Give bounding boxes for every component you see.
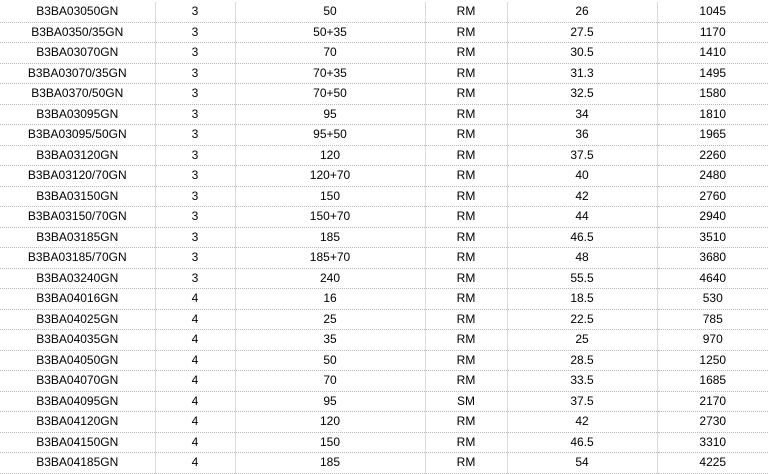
core-count-cell: 3 <box>155 227 235 248</box>
table-row <box>0 268 768 289</box>
part-number-cell: B3BA03240GN <box>0 268 155 289</box>
cross-section-cell: 70 <box>235 371 425 392</box>
table-row <box>0 125 768 146</box>
table-row <box>0 453 768 474</box>
table-row <box>0 412 768 433</box>
conductor-type-cell: RM <box>425 453 507 474</box>
core-count-cell: 3 <box>155 43 235 64</box>
outer-diameter-cell: 22.5 <box>507 309 657 330</box>
table-row <box>0 186 768 207</box>
cross-section-cell: 95 <box>235 104 425 125</box>
weight-cell: 2260 <box>657 145 768 166</box>
outer-diameter-cell: 42 <box>507 186 657 207</box>
core-count-cell: 3 <box>155 125 235 146</box>
table-body <box>0 2 768 473</box>
part-number-cell: B3BA03095/50GN <box>0 125 155 146</box>
core-count-cell: 4 <box>155 289 235 310</box>
weight-cell: 1580 <box>657 84 768 105</box>
part-number-cell: B3BA04035GN <box>0 330 155 351</box>
conductor-type-cell: RM <box>425 104 507 125</box>
table-row <box>0 63 768 84</box>
part-number-cell: B3BA04050GN <box>0 350 155 371</box>
conductor-type-cell: RM <box>425 432 507 453</box>
part-number-cell: B3BA0350/35GN <box>0 22 155 43</box>
cross-section-cell: 25 <box>235 309 425 330</box>
conductor-type-cell: RM <box>425 371 507 392</box>
conductor-type-cell: RM <box>425 227 507 248</box>
weight-cell: 3680 <box>657 248 768 269</box>
outer-diameter-cell: 28.5 <box>507 350 657 371</box>
outer-diameter-cell: 25 <box>507 330 657 351</box>
conductor-type-cell: RM <box>425 2 507 22</box>
outer-diameter-cell: 37.5 <box>507 145 657 166</box>
part-number-cell: B3BA03095GN <box>0 104 155 125</box>
conductor-type-cell: RM <box>425 22 507 43</box>
core-count-cell: 4 <box>155 412 235 433</box>
outer-diameter-cell: 32.5 <box>507 84 657 105</box>
weight-cell: 2480 <box>657 166 768 187</box>
core-count-cell: 3 <box>155 2 235 22</box>
outer-diameter-cell: 26 <box>507 2 657 22</box>
conductor-type-cell: RM <box>425 207 507 228</box>
cross-section-cell: 185+70 <box>235 248 425 269</box>
cross-section-cell: 70+35 <box>235 63 425 84</box>
outer-diameter-cell: 54 <box>507 453 657 474</box>
part-number-cell: B3BA04070GN <box>0 371 155 392</box>
cross-section-cell: 16 <box>235 289 425 310</box>
weight-cell: 4225 <box>657 453 768 474</box>
table-row <box>0 22 768 43</box>
part-number-cell: B3BA04185GN <box>0 453 155 474</box>
weight-cell: 2760 <box>657 186 768 207</box>
table-row <box>0 227 768 248</box>
core-count-cell: 3 <box>155 186 235 207</box>
part-number-cell: B3BA03150/70GN <box>0 207 155 228</box>
outer-diameter-cell: 55.5 <box>507 268 657 289</box>
table-row <box>0 330 768 351</box>
outer-diameter-cell: 34 <box>507 104 657 125</box>
outer-diameter-cell: 48 <box>507 248 657 269</box>
core-count-cell: 4 <box>155 309 235 330</box>
cross-section-cell: 50+35 <box>235 22 425 43</box>
conductor-type-cell: RM <box>425 268 507 289</box>
cross-section-cell: 120 <box>235 412 425 433</box>
conductor-type-cell: RM <box>425 248 507 269</box>
core-count-cell: 3 <box>155 22 235 43</box>
outer-diameter-cell: 31.3 <box>507 63 657 84</box>
conductor-type-cell: RM <box>425 84 507 105</box>
cross-section-cell: 95 <box>235 391 425 412</box>
table-row <box>0 104 768 125</box>
part-number-cell: B3BA04025GN <box>0 309 155 330</box>
weight-cell: 3310 <box>657 432 768 453</box>
table-row <box>0 84 768 105</box>
core-count-cell: 3 <box>155 84 235 105</box>
conductor-type-cell: RM <box>425 350 507 371</box>
part-number-cell: B3BA04150GN <box>0 432 155 453</box>
part-number-cell: B3BA03185/70GN <box>0 248 155 269</box>
weight-cell: 1965 <box>657 125 768 146</box>
core-count-cell: 3 <box>155 63 235 84</box>
weight-cell: 1810 <box>657 104 768 125</box>
core-count-cell: 4 <box>155 330 235 351</box>
weight-cell: 1410 <box>657 43 768 64</box>
weight-cell: 2940 <box>657 207 768 228</box>
conductor-type-cell: RM <box>425 289 507 310</box>
weight-cell: 1045 <box>657 2 768 22</box>
table-row <box>0 289 768 310</box>
core-count-cell: 4 <box>155 350 235 371</box>
core-count-cell: 4 <box>155 432 235 453</box>
cross-section-cell: 120+70 <box>235 166 425 187</box>
conductor-type-cell: RM <box>425 330 507 351</box>
table-row <box>0 350 768 371</box>
table-row <box>0 391 768 412</box>
conductor-type-cell: RM <box>425 186 507 207</box>
table-row <box>0 432 768 453</box>
part-number-cell: B3BA03150GN <box>0 186 155 207</box>
core-count-cell: 3 <box>155 145 235 166</box>
outer-diameter-cell: 27.5 <box>507 22 657 43</box>
weight-cell: 1685 <box>657 371 768 392</box>
weight-cell: 1250 <box>657 350 768 371</box>
weight-cell: 2730 <box>657 412 768 433</box>
cross-section-cell: 35 <box>235 330 425 351</box>
part-number-cell: B3BA04095GN <box>0 391 155 412</box>
conductor-type-cell: RM <box>425 166 507 187</box>
part-number-cell: B3BA03120GN <box>0 145 155 166</box>
core-count-cell: 3 <box>155 166 235 187</box>
cross-section-cell: 50 <box>235 350 425 371</box>
outer-diameter-cell: 46.5 <box>507 432 657 453</box>
cable-spec-table <box>0 2 768 474</box>
weight-cell: 2170 <box>657 391 768 412</box>
part-number-cell: B3BA03185GN <box>0 227 155 248</box>
weight-cell: 970 <box>657 330 768 351</box>
cross-section-cell: 50 <box>235 2 425 22</box>
table-row <box>0 166 768 187</box>
part-number-cell: B3BA04016GN <box>0 289 155 310</box>
outer-diameter-cell: 18.5 <box>507 289 657 310</box>
part-number-cell: B3BA03120/70GN <box>0 166 155 187</box>
outer-diameter-cell: 36 <box>507 125 657 146</box>
conductor-type-cell: RM <box>425 43 507 64</box>
core-count-cell: 3 <box>155 207 235 228</box>
cross-section-cell: 185 <box>235 453 425 474</box>
cross-section-cell: 240 <box>235 268 425 289</box>
table-row <box>0 248 768 269</box>
part-number-cell: B3BA0370/50GN <box>0 84 155 105</box>
conductor-type-cell: SM <box>425 391 507 412</box>
weight-cell: 1495 <box>657 63 768 84</box>
conductor-type-cell: RM <box>425 63 507 84</box>
conductor-type-cell: RM <box>425 309 507 330</box>
weight-cell: 530 <box>657 289 768 310</box>
outer-diameter-cell: 37.5 <box>507 391 657 412</box>
core-count-cell: 4 <box>155 371 235 392</box>
table-row <box>0 207 768 228</box>
cross-section-cell: 150 <box>235 432 425 453</box>
cross-section-cell: 150+70 <box>235 207 425 228</box>
outer-diameter-cell: 42 <box>507 412 657 433</box>
core-count-cell: 3 <box>155 104 235 125</box>
conductor-type-cell: RM <box>425 145 507 166</box>
cross-section-cell: 70 <box>235 43 425 64</box>
outer-diameter-cell: 40 <box>507 166 657 187</box>
outer-diameter-cell: 30.5 <box>507 43 657 64</box>
weight-cell: 785 <box>657 309 768 330</box>
table-row <box>0 371 768 392</box>
table-row <box>0 43 768 64</box>
conductor-type-cell: RM <box>425 412 507 433</box>
table-row <box>0 145 768 166</box>
outer-diameter-cell: 44 <box>507 207 657 228</box>
weight-cell: 1170 <box>657 22 768 43</box>
weight-cell: 3510 <box>657 227 768 248</box>
core-count-cell: 4 <box>155 391 235 412</box>
cross-section-cell: 120 <box>235 145 425 166</box>
outer-diameter-cell: 46.5 <box>507 227 657 248</box>
table-row <box>0 2 768 22</box>
weight-cell: 4640 <box>657 268 768 289</box>
cross-section-cell: 150 <box>235 186 425 207</box>
core-count-cell: 3 <box>155 248 235 269</box>
cross-section-cell: 95+50 <box>235 125 425 146</box>
part-number-cell: B3BA03070GN <box>0 43 155 64</box>
part-number-cell: B3BA03070/35GN <box>0 63 155 84</box>
table-row <box>0 309 768 330</box>
core-count-cell: 3 <box>155 268 235 289</box>
core-count-cell: 4 <box>155 453 235 474</box>
conductor-type-cell: RM <box>425 125 507 146</box>
cross-section-cell: 185 <box>235 227 425 248</box>
outer-diameter-cell: 33.5 <box>507 371 657 392</box>
part-number-cell: B3BA03050GN <box>0 2 155 22</box>
part-number-cell: B3BA04120GN <box>0 412 155 433</box>
cross-section-cell: 70+50 <box>235 84 425 105</box>
